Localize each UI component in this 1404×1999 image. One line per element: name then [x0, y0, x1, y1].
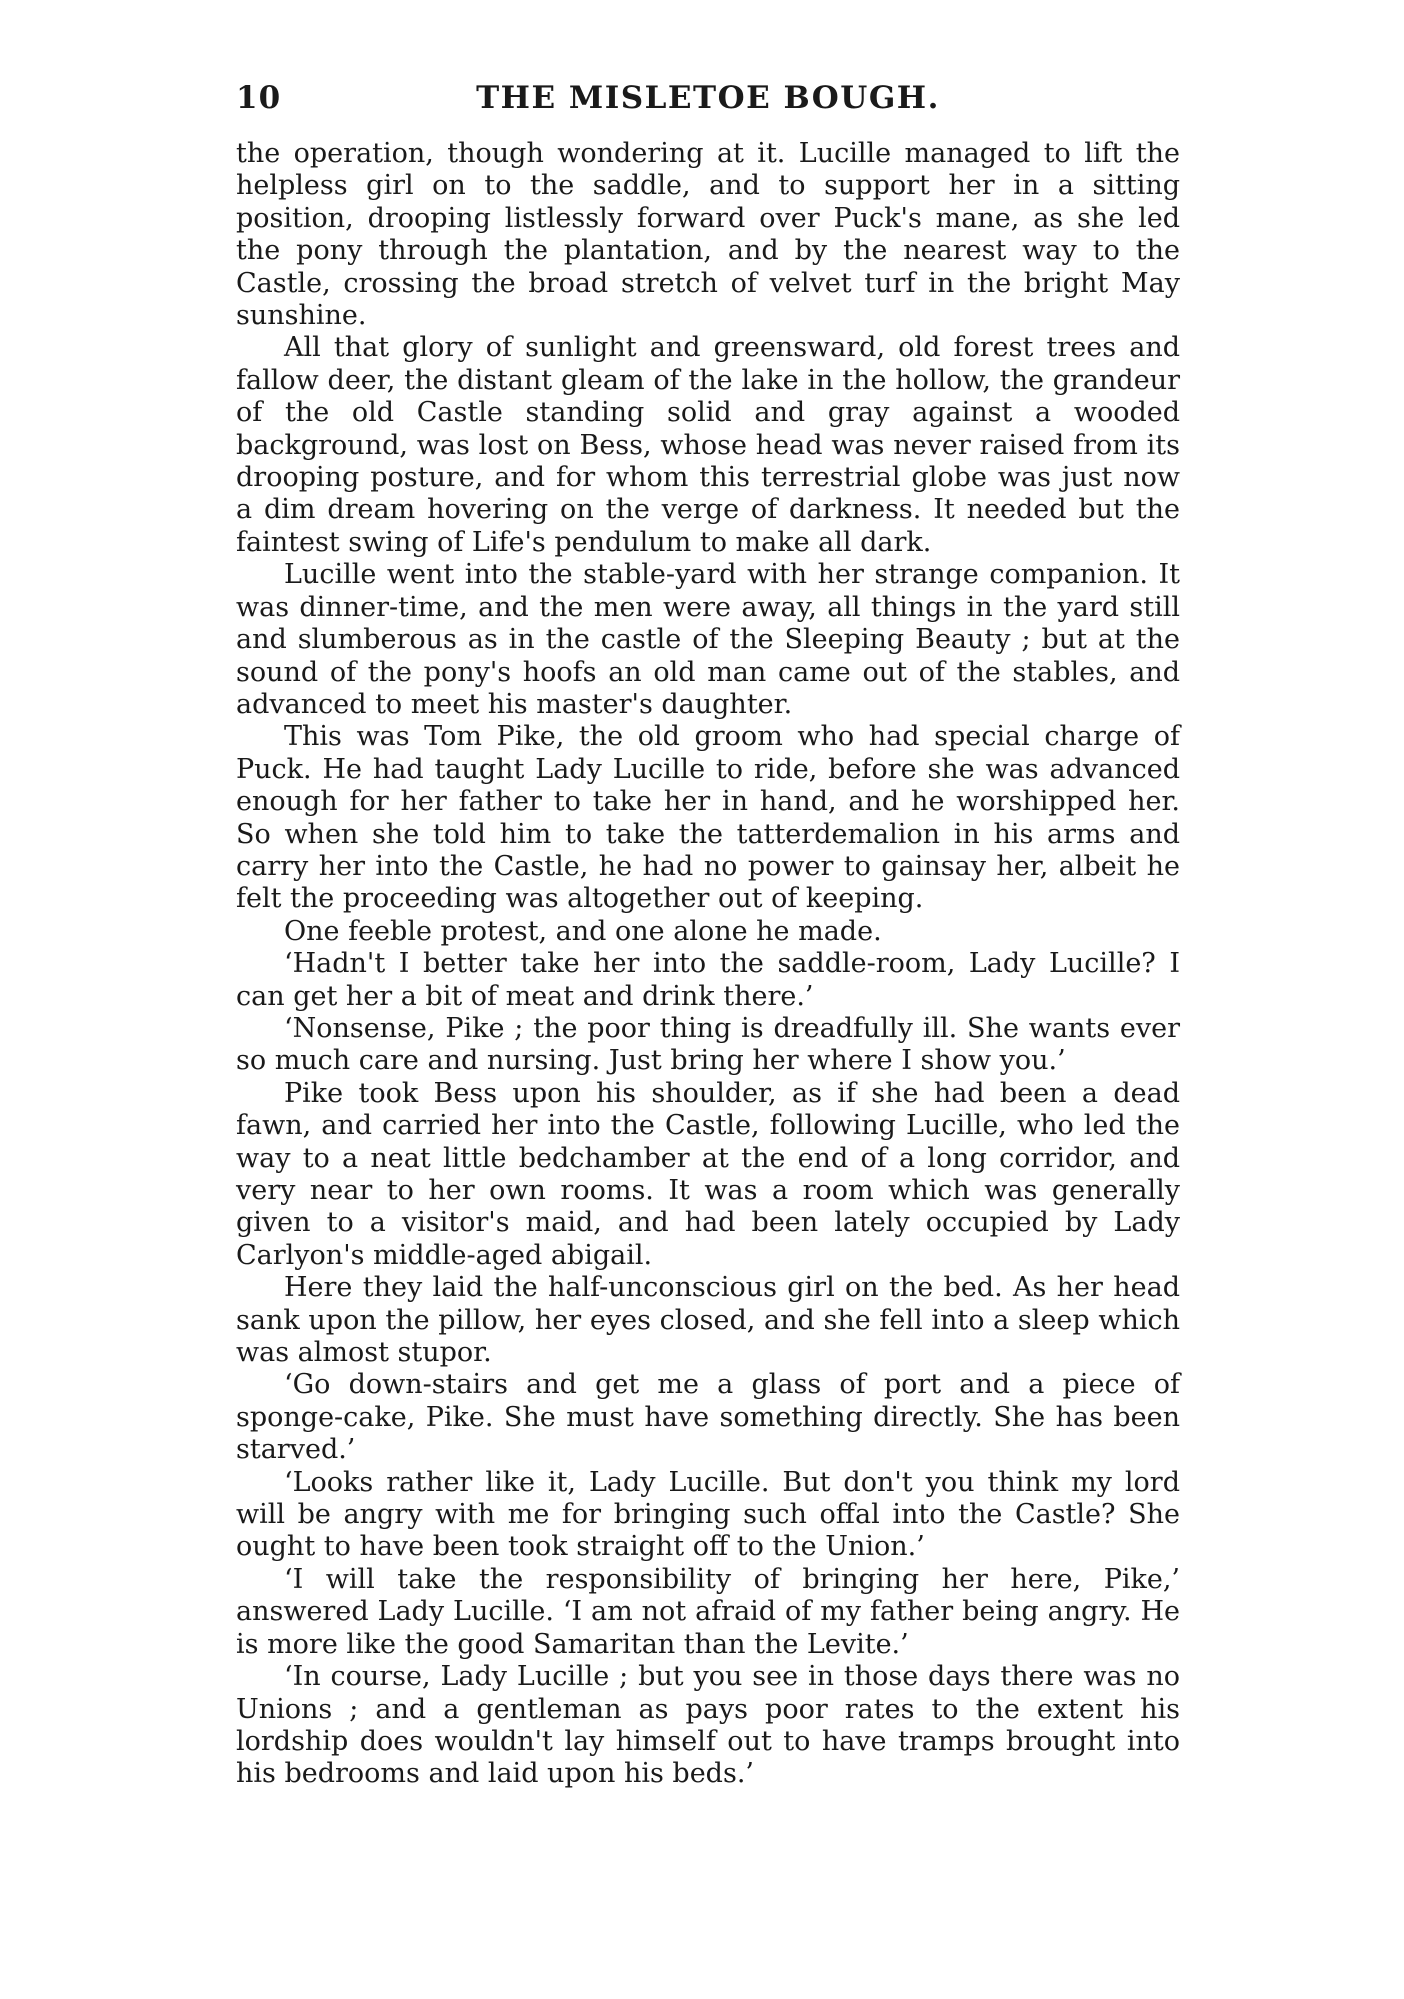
paragraph: Pike took Bess upon his shoulder, as if she had been a dead fawn, and carried her into the Castle, following Lucille, who led the way to a neat little bedchamber at the end of a long corridor, and very near to her own rooms. It was a room which was generally given to a visitor's maid, and had been lately occupied by Lady Carlyon's middle-aged abigail.	[236, 1077, 1180, 1271]
running-title: THE MISLETOE BOUGH.	[476, 80, 940, 116]
paragraph: This was Tom Pike, the old groom who had special charge of Puck. He had taught Lady Lucille to ride, before she was advanced enough for her father to take her in hand, and he worshipped her. So when she told him to take the tatterdemalion in his arms and carry her into the Castle, he had no power to gainsay her, albeit he felt the proceeding was altogether out of keeping.	[236, 721, 1180, 915]
paragraph: ‘Nonsense, Pike ; the poor thing is dreadfully ill. She wants ever so much care and nursing. Just bring her where I show you.’	[236, 1012, 1180, 1077]
paragraph: the operation, though wondering at it. Lucille managed to lift the helpless girl on to the saddle, and to support her in a sitting position, drooping listlessly forward over Puck's mane, as she led the pony through the plantation, and by the nearest way to the Castle, crossing the broad stretch of velvet turf in the bright May sunshine.	[236, 138, 1180, 332]
paragraph: Here they laid the half-unconscious girl on the bed. As her head sank upon the pillow, her eyes closed, and she fell into a sleep which was almost stupor.	[236, 1272, 1180, 1369]
paragraph: ‘Hadn't I better take her into the saddle-room, Lady Lucille? I can get her a bit of meat and drink there.’	[236, 948, 1180, 1012]
paragraph: Lucille went into the stable-yard with her strange companion. It was dinner-time, and the men were away, all things in the yard still and slumberous as in the castle of the Sleeping Beauty ; but at the sound of the pony's hoofs an old man came out of the stables, and advanced to meet his master's daughter.	[236, 559, 1180, 720]
paragraph: All that glory of sunlight and greensward, old forest trees and fallow deer, the distant gleam of the lake in the hollow, the grandeur of the old Castle standing solid and gray against a wooded background, was lost on Bess, whose head was never raised from its drooping posture, and for whom this terrestrial globe was just now a dim dream hovering on the verge of darkness. It needed but the faintest swing of Life's pendulum to make all dark.	[236, 332, 1180, 558]
paragraph: ‘In course, Lady Lucille ; but you see in those days there was no Unions ; and a gentleman as pays poor rates to the extent his lordship does wouldn't lay himself out to have tramps brought into his bedrooms and laid upon his beds.’	[236, 1661, 1180, 1790]
paragraph: ‘I will take the responsibility of bringing her here, Pike,’ answered Lady Lucille. ‘I am not afraid of my father being angry. He is more like the good Samaritan than the Levite.’	[236, 1563, 1180, 1660]
paragraph: ‘Looks rather like it, Lady Lucille. But don't you think my lord will be angry with me for bringing such offal into the Castle? She ought to have been took straight off to the Union.’	[236, 1466, 1180, 1563]
page-number: 10	[236, 80, 282, 116]
body-text	[236, 138, 1180, 1791]
paragraph: ‘Go down-stairs and get me a glass of port and a piece of sponge-cake, Pike. She must have something directly. She has been starved.’	[236, 1369, 1180, 1466]
paragraph: One feeble protest, and one alone he made.	[284, 915, 882, 947]
page-header	[236, 80, 1180, 130]
